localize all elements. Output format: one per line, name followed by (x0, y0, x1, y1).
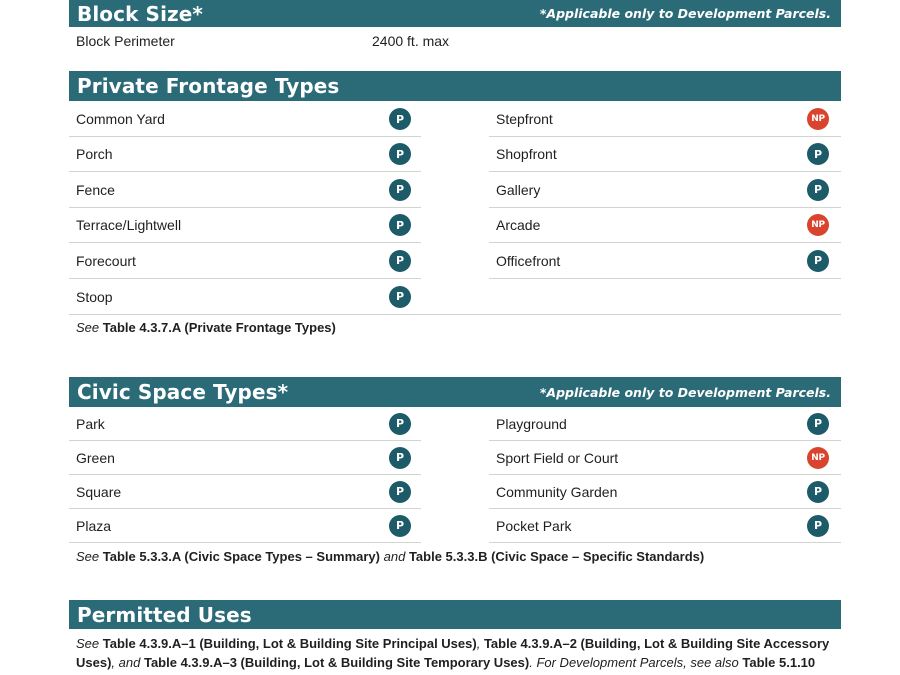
frontage-label: Shopfront (496, 146, 557, 162)
see-prefix: See (76, 636, 100, 651)
permitted-badge-icon: P (389, 179, 411, 201)
block-perimeter-value: 2400 ft. max (372, 33, 450, 49)
permitted-badge-icon: P (389, 515, 411, 537)
frontage-label: Fence (76, 181, 115, 198)
table-reference: Table 4.3.9.A–3 (Building, Lot & Building Site Temporary Uses) (143, 655, 530, 670)
private-frontage-header (69, 71, 841, 101)
permitted-badge-icon: P (389, 447, 411, 469)
permitted-uses-reference (76, 634, 846, 672)
table-reference: Table 4.3.7.A (Private Frontage Types) (102, 320, 336, 335)
permitted-badge-icon: P (389, 413, 411, 435)
separator: , (476, 636, 481, 651)
frontage-label: Forecourt (76, 252, 136, 269)
list-item (489, 509, 841, 543)
permitted-badge-icon: P (389, 481, 411, 503)
list-item (489, 475, 841, 509)
civic-space-header (69, 377, 841, 407)
list-item (489, 441, 841, 475)
list-item (69, 102, 421, 137)
list-item (69, 407, 421, 441)
private-frontage-reference (76, 320, 336, 335)
table-reference: Table 4.3.9.A–1 (Building, Lot & Building Site Principal Uses) (102, 636, 477, 651)
permitted-badge-icon: P (807, 413, 829, 435)
civic-space-title: Civic Space Types* (77, 380, 289, 404)
not-permitted-badge-icon: NP (807, 108, 829, 130)
permitted-uses-header (69, 600, 841, 629)
frontage-label: Terrace/Lightwell (76, 217, 182, 233)
list-item (489, 102, 841, 137)
civic-space-label: Plaza (76, 517, 112, 534)
list-item (69, 441, 421, 475)
list-item (69, 243, 421, 279)
civic-space-reference (76, 549, 704, 564)
frontage-label: Porch (76, 146, 113, 162)
frontage-label: Arcade (496, 217, 541, 233)
civic-space-label: Pocket Park (496, 517, 572, 534)
section-divider (69, 314, 841, 315)
permitted-badge-icon: P (389, 214, 411, 236)
permitted-badge-icon: P (807, 143, 829, 165)
civic-space-label: Sport Field or Court (496, 449, 619, 466)
civic-space-label: Community Garden (496, 483, 618, 500)
see-and: , and (111, 655, 141, 670)
permitted-badge-icon: P (807, 179, 829, 201)
list-item (489, 407, 841, 441)
frontage-label: Gallery (496, 181, 541, 198)
see-and: and (383, 549, 406, 564)
not-permitted-badge-icon: NP (807, 214, 829, 236)
not-permitted-badge-icon: NP (807, 447, 829, 469)
frontage-label: Stoop (76, 288, 113, 305)
civic-space-label: Playground (496, 415, 567, 432)
list-item (69, 509, 421, 543)
table-reference: Table 5.3.3.B (Civic Space – Specific Standards) (408, 549, 705, 564)
list-item (489, 137, 841, 172)
table-reference: Table 5.3.3.A (Civic Space Types – Summary) (102, 549, 380, 564)
list-item (69, 279, 421, 314)
civic-space-label: Square (76, 483, 122, 500)
permitted-badge-icon: P (389, 143, 411, 165)
see-tail: . For Development Parcels, see also (529, 655, 739, 670)
frontage-label: Common Yard (76, 111, 165, 127)
permitted-badge-icon: P (807, 515, 829, 537)
see-prefix: See (76, 320, 100, 335)
block-perimeter-label: Block Perimeter (76, 33, 175, 49)
private-frontage-title: Private Frontage Types (77, 74, 340, 98)
permitted-badge-icon: P (389, 250, 411, 272)
table-reference: Table 5.1.10 (742, 655, 816, 670)
frontage-label: Stepfront (496, 111, 553, 127)
list-item (69, 137, 421, 172)
permitted-badge-icon: P (389, 108, 411, 130)
civic-space-note: *Applicable only to Development Parcels. (539, 384, 831, 400)
list-item (69, 172, 421, 208)
list-item (489, 172, 841, 208)
block-size-header (69, 0, 841, 27)
table-reference: Table 4.3.9.A–2 (Building, Lot & Building Site Accessory Uses) (76, 636, 830, 670)
frontage-label: Officefront (496, 252, 561, 269)
block-size-note: *Applicable only to Development Parcels. (539, 6, 831, 21)
civic-space-label: Green (76, 449, 115, 466)
permitted-badge-icon: P (807, 250, 829, 272)
permitted-badge-icon: P (389, 286, 411, 308)
block-size-title: Block Size* (77, 1, 203, 26)
permitted-uses-title: Permitted Uses (77, 602, 252, 627)
see-prefix: See (76, 549, 100, 564)
list-item (69, 208, 421, 243)
permitted-badge-icon: P (807, 481, 829, 503)
list-item (69, 475, 421, 509)
list-item (489, 243, 841, 279)
civic-space-label: Park (76, 415, 105, 432)
list-item (489, 208, 841, 243)
